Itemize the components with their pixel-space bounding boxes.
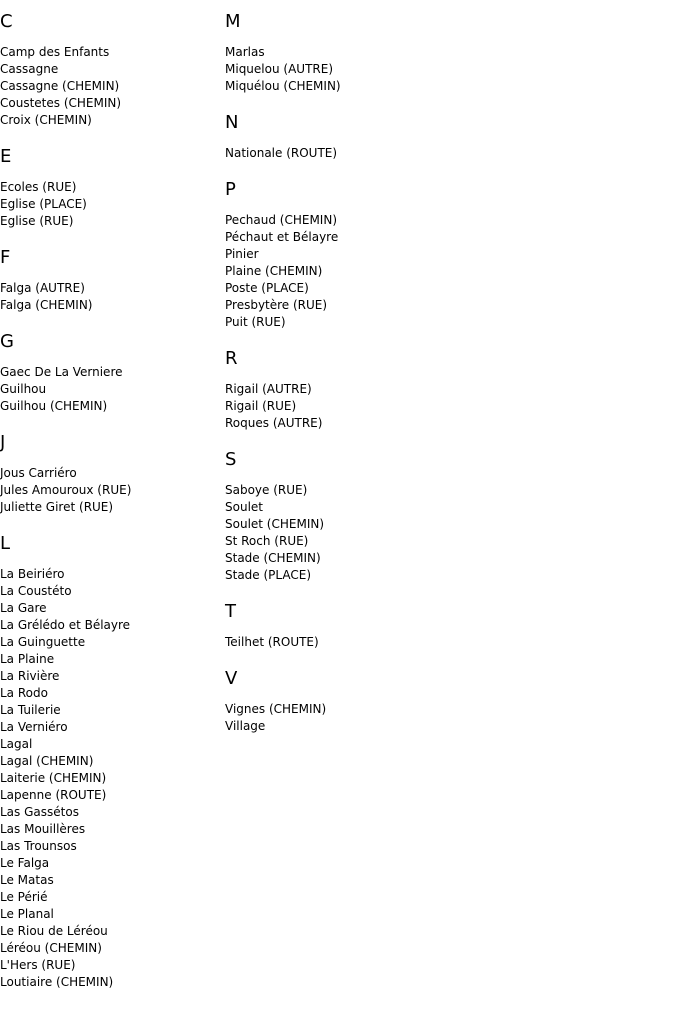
street-name: La Tuilerie	[0, 703, 61, 717]
letter-group-c	[0, 10, 220, 129]
letter-heading: E	[0, 146, 12, 167]
letter-group-s	[225, 448, 665, 584]
street-list	[225, 701, 665, 735]
street-name: Guilhou	[0, 382, 47, 396]
letter-group-e	[0, 145, 220, 230]
letter-group-f	[0, 246, 220, 314]
street-list	[225, 212, 665, 331]
street-name: Vignes (CHEMIN)	[225, 702, 327, 716]
street-name: Miquélou (CHEMIN)	[225, 79, 341, 93]
street-name: Puit (RUE)	[225, 315, 286, 329]
street-name: Guilhou (CHEMIN)	[0, 399, 108, 413]
street-name: Las Mouillères	[0, 822, 86, 836]
street-name: La Guinguette	[0, 635, 86, 649]
letter-group-m	[225, 10, 665, 95]
letter-heading: M	[225, 11, 241, 32]
street-name: Coustetes (CHEMIN)	[0, 96, 122, 110]
street-list	[0, 280, 220, 314]
street-name: Léréou (CHEMIN)	[0, 941, 102, 955]
street-name: Teilhet (ROUTE)	[225, 635, 319, 649]
street-name: Le Périé	[0, 890, 48, 904]
street-name: Cassagne (CHEMIN)	[0, 79, 120, 93]
street-name: La Rivière	[0, 669, 60, 683]
street-name: Presbytère (RUE)	[225, 298, 328, 312]
street-name: Jous Carriéro	[0, 466, 77, 480]
street-name: Falga (AUTRE)	[0, 281, 85, 295]
letter-heading: F	[0, 247, 11, 268]
letter-heading: J	[0, 432, 6, 453]
street-list	[225, 44, 665, 95]
street-name: Le Matas	[0, 873, 54, 887]
street-name: La Coustéto	[0, 584, 72, 598]
letter-heading: P	[225, 179, 236, 200]
street-name: Soulet	[225, 500, 263, 514]
street-name: Lagal	[0, 737, 33, 751]
street-name: Laiterie (CHEMIN)	[0, 771, 107, 785]
street-name: La Plaine	[0, 652, 55, 666]
street-name: Loutiaire (CHEMIN)	[0, 975, 114, 989]
street-name: La Beiriéro	[0, 567, 65, 581]
letter-group-t	[225, 600, 665, 651]
street-name: Lapenne (ROUTE)	[0, 788, 107, 802]
letter-group-p	[225, 178, 665, 331]
street-name: Péchaut et Bélayre	[225, 230, 339, 244]
street-name: La Gare	[0, 601, 47, 615]
letter-group-l	[0, 532, 220, 991]
letter-heading: L	[0, 533, 11, 554]
street-name: Falga (CHEMIN)	[0, 298, 93, 312]
street-list	[0, 566, 220, 991]
letter-group-g	[0, 330, 220, 415]
street-name: Juliette Giret (RUE)	[0, 500, 114, 514]
street-name: Poste (PLACE)	[225, 281, 309, 295]
street-name: Nationale (ROUTE)	[225, 146, 338, 160]
street-name: Saboye (RUE)	[225, 483, 308, 497]
street-name: Eglise (PLACE)	[0, 197, 87, 211]
street-name: Eglise (RUE)	[0, 214, 74, 228]
street-name: Soulet (CHEMIN)	[225, 517, 325, 531]
street-name: La Verniéro	[0, 720, 68, 734]
street-name: L'Hers (RUE)	[0, 958, 76, 972]
letter-group-n	[225, 111, 665, 162]
street-name: Las Gassétos	[0, 805, 79, 819]
letter-heading: T	[225, 601, 236, 622]
letter-heading: N	[225, 112, 239, 133]
street-name: Le Planal	[0, 907, 54, 921]
street-list	[225, 634, 665, 651]
street-list	[0, 179, 220, 230]
street-index-left-column	[0, 10, 220, 991]
street-name: Cassagne	[0, 62, 59, 76]
street-name: La Grélédo et Bélayre	[0, 618, 131, 632]
street-name: Rigail (RUE)	[225, 399, 297, 413]
street-list	[225, 482, 665, 584]
street-name: Las Trounsos	[0, 839, 77, 853]
street-name: Lagal (CHEMIN)	[0, 754, 94, 768]
street-name: St Roch (RUE)	[225, 534, 309, 548]
street-name: Gaec De La Verniere	[0, 365, 123, 379]
street-name: Miquelou (AUTRE)	[225, 62, 333, 76]
street-name: Stade (PLACE)	[225, 568, 312, 582]
street-name: Rigail (AUTRE)	[225, 382, 312, 396]
street-name: La Rodo	[0, 686, 48, 700]
letter-group-j	[0, 431, 220, 516]
street-name: Marlas	[225, 45, 265, 59]
street-name: Pinier	[225, 247, 259, 261]
street-name: Village	[225, 719, 266, 733]
street-list	[0, 364, 220, 415]
letter-heading: C	[0, 11, 13, 32]
street-name: Ecoles (RUE)	[0, 180, 77, 194]
letter-heading: R	[225, 348, 238, 369]
letter-group-v	[225, 667, 665, 735]
street-name: Croix (CHEMIN)	[0, 113, 92, 127]
street-name: Le Riou de Léréou	[0, 924, 108, 938]
letter-heading: V	[225, 668, 238, 689]
street-list	[225, 381, 665, 432]
street-name: Stade (CHEMIN)	[225, 551, 321, 565]
street-list	[0, 44, 220, 129]
street-name: Jules Amouroux (RUE)	[0, 483, 132, 497]
street-index-right-column	[225, 10, 665, 735]
street-name: Pechaud (CHEMIN)	[225, 213, 338, 227]
street-list	[0, 465, 220, 516]
street-name: Le Falga	[0, 856, 50, 870]
street-name: Roques (AUTRE)	[225, 416, 323, 430]
letter-heading: S	[225, 449, 237, 470]
street-list	[225, 145, 665, 162]
letter-heading: G	[0, 331, 14, 352]
letter-group-r	[225, 347, 665, 432]
street-name: Plaine (CHEMIN)	[225, 264, 323, 278]
street-name: Camp des Enfants	[0, 45, 110, 59]
